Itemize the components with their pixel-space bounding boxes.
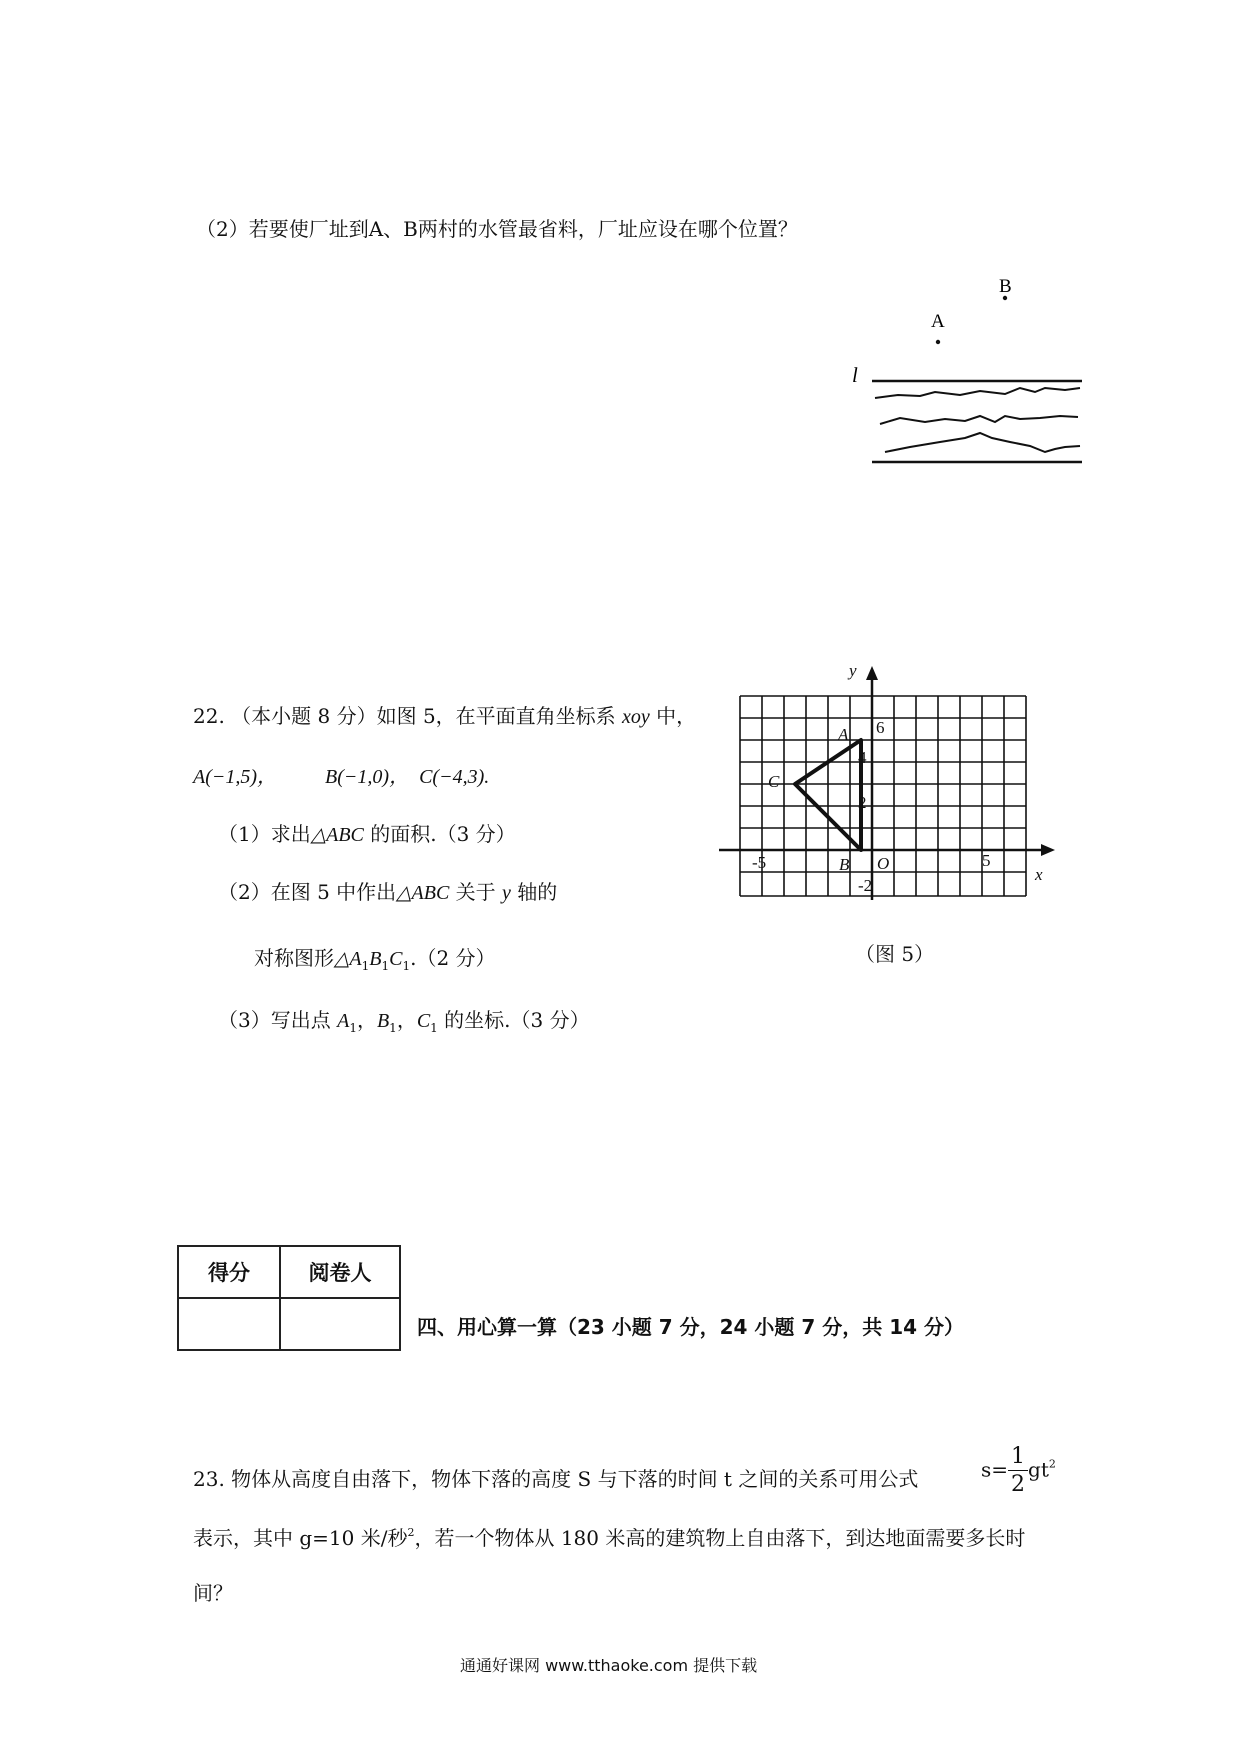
- tick-5: 5: [982, 851, 991, 870]
- point-b-label: B: [839, 855, 850, 874]
- grader-cell[interactable]: [280, 1298, 400, 1350]
- y-axis-label: y: [849, 661, 857, 680]
- q21-part2: （2）若要使厂址到A、B两村的水管最省料，厂址应设在哪个位置？: [196, 217, 798, 241]
- x-axis-label: x: [1035, 865, 1043, 884]
- q22-part1: （1）求出△ABC 的面积.（3 分）: [218, 822, 516, 846]
- river-wave-1: [875, 388, 1080, 398]
- q22-points: A(−1,5)， B(−1,0)， C(−4,3).: [193, 766, 490, 788]
- q23-line1: 23. 物体从高度自由落下，物体下落的高度 S 与下落的时间 t 之间的关系可用公式: [193, 1467, 919, 1491]
- q22-part3: （3）写出点 $A_1$，$B_1$，$C_1$ 的坐标.（3 分）: [218, 1008, 590, 1035]
- origin-label: O: [877, 854, 890, 873]
- grader-header: 阅卷人: [280, 1246, 400, 1298]
- q22-part2-cont: 对称图形$\triangle A_1B_1C_1.(2$ 分）: [254, 946, 496, 973]
- q23-formula: s= $\frac{1}{2}$ $gt^2$: [981, 1444, 1056, 1497]
- score-header: 得分: [178, 1246, 280, 1298]
- score-table: [177, 1245, 401, 1351]
- point-c-label: C: [768, 772, 780, 791]
- section-4-heading: 四、用心算一算（23 小题 7 分，24 小题 7 分，共 14 分）: [417, 1315, 965, 1339]
- q22-header: 22. （本小题 8 分）如图 5，在平面直角坐标系 xoy 中，: [193, 704, 697, 728]
- tick-4: 4: [858, 748, 867, 767]
- river-wave-3: [885, 433, 1080, 452]
- village-a-dot: [936, 340, 940, 344]
- q21-river-figure: [840, 270, 1085, 470]
- q22-part2: （2）在图 5 中作出△ABC 关于 y 轴的: [218, 880, 558, 904]
- river-wave-2: [880, 416, 1078, 424]
- x-axis-arrow: [1041, 844, 1055, 856]
- q23-line3: 间？: [193, 1581, 233, 1605]
- score-cell[interactable]: [178, 1298, 280, 1350]
- village-a-label: A: [931, 311, 945, 332]
- q22-figure-caption: （图 5）: [855, 942, 935, 966]
- tick-neg2: -2: [858, 876, 873, 895]
- tick-neg5: -5: [752, 853, 767, 872]
- formula-fraction: $\frac{1}{2}$: [1008, 1446, 1028, 1496]
- page-footer: 通通好课网 www.tthaoke.com 提供下载: [460, 1656, 758, 1675]
- q22-coordinate-figure: [705, 660, 1065, 900]
- tick-2: 2: [858, 793, 867, 812]
- river-l-label: l: [852, 363, 858, 387]
- village-b-label: B: [999, 276, 1012, 297]
- tick-6: 6: [876, 718, 885, 737]
- point-a-label: A: [838, 725, 849, 744]
- y-axis-arrow: [866, 666, 878, 680]
- q23-line2: 表示，其中 g=10 米/秒$^2$，若一个物体从 180 米高的建筑物上自由落下，到达地面需要多长时: [193, 1526, 1026, 1550]
